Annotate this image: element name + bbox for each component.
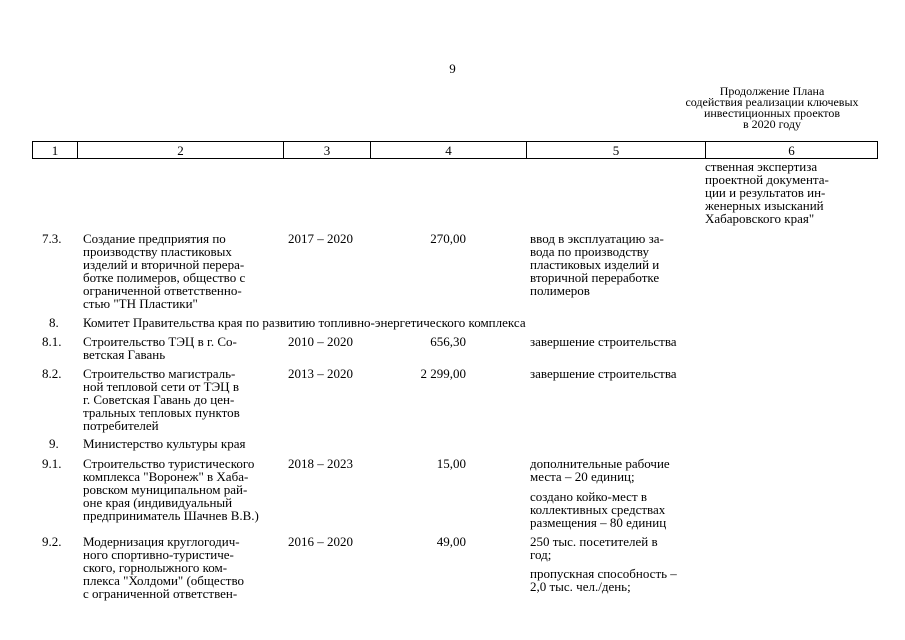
project-result	[530, 535, 658, 561]
text-line: женерных изысканий	[705, 198, 824, 213]
project-years: 2010 – 2020	[288, 334, 353, 349]
text-line: ввод в эксплуатацию за-	[530, 231, 664, 246]
column-header: 1	[33, 142, 78, 159]
column-header: 5	[527, 142, 706, 159]
text-line: Строительство ТЭЦ в г. Со-	[83, 334, 237, 349]
text-line: дополнительные рабочие	[530, 456, 670, 471]
project-result	[530, 232, 664, 297]
text-line: Строительство туристического	[83, 456, 255, 471]
text-line: полимеров	[530, 283, 590, 298]
row-number: 8.1.	[42, 334, 62, 349]
project-amount: 270,00	[430, 231, 466, 246]
project-years: 2013 – 2020	[288, 366, 353, 381]
project-result-extra	[530, 490, 666, 529]
continuation-title	[672, 86, 872, 130]
continuation-line: в 2020 году	[742, 117, 802, 131]
section-number: 9.	[49, 436, 59, 451]
text-line: пропускная способность –	[530, 566, 677, 581]
text-line: Строительство магистраль-	[83, 366, 236, 381]
project-amount: 2 299,00	[420, 366, 466, 381]
page-number: 9	[449, 61, 456, 76]
project-result-extra	[530, 567, 677, 593]
project-name	[83, 232, 245, 310]
column-header: 6	[706, 142, 878, 159]
text-line: вторичной переработке	[530, 270, 660, 285]
column-header: 3	[284, 142, 371, 159]
text-line: производству пластиковых	[83, 244, 232, 259]
text-line: вода по производству	[530, 244, 649, 259]
project-amount: 656,30	[430, 334, 466, 349]
project-years: 2016 – 2020	[288, 534, 353, 549]
text-line: ограниченной ответственно-	[83, 283, 242, 298]
text-line: создано койко-мест в	[530, 489, 648, 504]
project-result	[530, 457, 670, 483]
column-header: 2	[78, 142, 284, 159]
carryover-col6	[705, 160, 829, 225]
text-line: оне края (индивидуальный	[83, 495, 233, 510]
text-line: с ограниченной ответствен-	[83, 586, 238, 601]
project-amount: 15,00	[436, 456, 466, 471]
continuation-line: инвестиционных проектов	[703, 106, 841, 120]
section-title: Комитет Правительства края по развитию топливно-энергетического комплекса	[83, 315, 526, 330]
project-name	[83, 535, 244, 600]
text-line: пластиковых изделий и	[530, 257, 660, 272]
text-line: ровском муниципальном рай-	[83, 482, 248, 497]
text-line: изделий и вторичной перера-	[83, 257, 245, 272]
text-line: тральных тепловых пунктов	[83, 405, 240, 420]
text-line: ственная экспертиза	[705, 159, 818, 174]
section-number: 8.	[49, 315, 59, 330]
continuation-line: Продолжение Плана	[719, 84, 825, 98]
section-title: Министерство культуры края	[83, 436, 246, 451]
column-header: 4	[371, 142, 527, 159]
text-line: завершение строительства	[530, 366, 677, 381]
text-line: Модернизация круглогодич-	[83, 534, 240, 549]
text-line: завершение строительства	[530, 334, 677, 349]
continuation-line: содействия реализации ключевых	[685, 95, 859, 109]
text-line: проектной документа-	[705, 172, 829, 187]
row-number: 8.2.	[42, 366, 62, 381]
text-line: размещения – 80 единиц	[530, 515, 667, 530]
text-line: потребителей	[83, 418, 159, 433]
project-name	[83, 457, 259, 522]
text-line: ботке полимеров, общество с	[83, 270, 246, 285]
text-line: ной тепловой сети от ТЭЦ в	[83, 379, 239, 394]
text-line: предприниматель Шачнев В.В.)	[83, 508, 259, 523]
project-result	[530, 367, 677, 380]
project-name	[83, 335, 237, 361]
text-line: 250 тыс. посетителей в	[530, 534, 658, 549]
text-line: 2,0 тыс. чел./день;	[530, 579, 631, 594]
project-years: 2017 – 2020	[288, 231, 353, 246]
text-line: плекса "Холдоми" (общество	[83, 573, 245, 588]
text-line: комплекса "Воронеж" в Хаба-	[83, 469, 249, 484]
text-line: год;	[530, 547, 552, 562]
text-line: ского, горнолыжного ком-	[83, 560, 228, 575]
text-line: Хабаровского края"	[705, 211, 815, 226]
text-line: ного спортивно-туристиче-	[83, 547, 234, 562]
row-number: 7.3.	[42, 231, 62, 246]
project-amount: 49,00	[436, 534, 466, 549]
project-years: 2018 – 2023	[288, 456, 353, 471]
text-line: стью "ТН Пластики"	[83, 296, 198, 311]
text-line: ветская Гавань	[83, 347, 166, 362]
text-line: коллективных средствах	[530, 502, 666, 517]
text-line: г. Советская Гавань до цен-	[83, 392, 235, 407]
text-line: ции и результатов ин-	[705, 185, 826, 200]
project-name	[83, 367, 240, 432]
column-header-table	[32, 141, 878, 159]
row-number: 9.1.	[42, 456, 62, 471]
text-line: места – 20 единиц;	[530, 469, 635, 484]
text-line: Создание предприятия по	[83, 231, 226, 246]
project-result	[530, 335, 677, 348]
row-number: 9.2.	[42, 534, 62, 549]
